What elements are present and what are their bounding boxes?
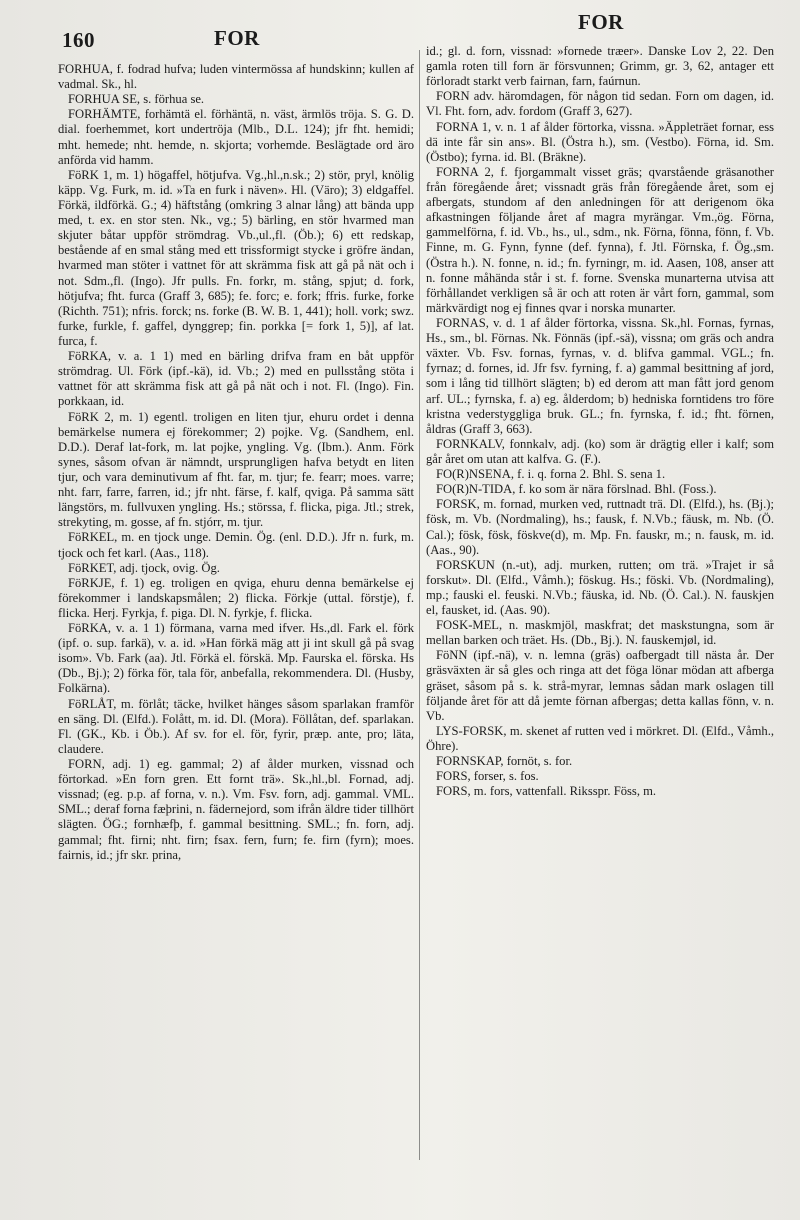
dictionary-entry: FO(R)N-TIDA, f. ko som är nära förslnad. Bhl. (Foss.). [436,482,717,497]
dictionary-entry: FöRKEL, m. en tjock unge. Demin. Ög. (enl. D.D.). Jfr n. furk, m. tjock och fet karl. (Aas., 118). [58,530,414,560]
dictionary-entry: FORHUA SE, s. förhua se. [68,92,205,107]
dictionary-entry: FORS, m. fors, vattenfall. Riksspr. Föss, m. [436,784,657,799]
dictionary-entry: FORNA 1, v. n. 1 af ålder förtorka, vissna. »Äppleträet fornar, ess dä inte får sin ans». Bl. (Östra h.), sm. (Vestbo). Förna, id. Sm. (Östbo); fyrna. id. Bl. (Bräkne). [426,119,774,164]
right-running-head: FOR [578,10,624,34]
dictionary-entry: FöRK 1, m. 1) högaffel, hötjufva. Vg.,hl.,n.sk.; 2) stör, pryl, knölig käpp. Vg. Furk, m. id. »Ta en furk i näven». Hl. (Väro); 3) eldgaffel. Förkä, ildförkä. G.; 4) häftstång (omkring 3 alnar lång) att bända upp med, t. ex. en stor sten. Nk., vg.; 5) bärling, en stör hvarmed man skjuter båtar uppför strömdrag. Vb.,ul.,fl. (Öb.); 6) ett redskap, bestående af en smal stång med ett trissformigt stycke i gröfre ändan, hvarmed man stöter i vattnet för att skrämma fisk att gå på nät och i not. Sdm.,fl. (Ingo). Jfr pulls. Fn. forkr, m. stång, spjut; d. fork, hötjufva; fht. furca (Graff 3, 685); fe. forc; e. fork; ffris. furke, forke (Richth. 751); nfris. forck; ns. forke (B. W. B. 1, 441); holl. vork; swz. furke, furkle, f. gaffel, dynggrep; fin. porkka [= fork 1, 5)], af lat. furca, f. [58,167,414,348]
left-running-head: FOR [214,26,260,50]
dictionary-entry: FORHUA, f. fodrad hufva; luden vintermössa af hundskinn; kullen af vadmal. Sk., hl. [58,62,414,92]
dictionary-entry: FORNAS, v. d. 1 af ålder förtorka, vissna. Sk.,hl. Fornas, fyrnas, Hs., sm., bl. Förnas. Nk. Fönnäs (ipf.-sä), vissna; om gräs och andra växter. Vb. Fsv. fornas, fyrnas, v. d. blifva gammal. VGL.; fn. fyrnaz; d. fornes, id. Jfr fsv. fyrning, f. a) gammal besittning af jord, som i lång tid tillhört slägten; b) ed derom att man fått jord genom arf. UL.; fyrnska, f. a) eg. ålderdom; b) hedniska forntidens tro före kristna vederstyggliga bruk. GL.; fn. fyrnska, f. id.; fht. förnen, åldras (Graff 3, 663). [426,315,774,436]
dictionary-entry: FöRKJE, f. 1) eg. troligen en qviga, ehuru denna bemärkelse ej förekommer i landskapsmålen; 2) flicka. Förkje (uttal. förstje), f. flicka. Herj. Fyrkja, f. piga. Dl. N. fyrkje, f. flicka. [58,575,414,620]
dictionary-entry: FöRLÅT, m. förlåt; täcke, hvilket hänges såsom sparlakan framför en säng. Dl. (Elfd.). Folått, m. id. Dl. (Mora). Föllåtan, def. sparlakan. Fl. (GK., Kb. i Öb.). Af sv. for el. för, fyrir, præp. ante, pro; läta, claudere. [58,696,414,756]
dictionary-entry: FöRK 2, m. 1) egentl. troligen en liten tjur, ehuru ordet i denna bemärkelse numera ej förekommer; 2) pojke. Vg. (Sandhem, enl. D.D.). Deraf lat-fork, m. lat pojke, yngling. Vg. (Ibm.). Anm. Förk synes, såsom ofvan är nämndt, ursprungligen hafva betydt en liten tjur, och vara deminutivum af fht. far, m. tjur; fe. fearr; moes. varre; nht. farr, farre, farren, id.; jfr nht. färse, f. kalf, qviga. På samma sätt längstörs, m. fullvuxen yngling. Hs.; störssa, f. flicka, piga. Jtl.; strek, strekyting, m. gosse, af fn. stjórr, m. tjur. [58,409,414,530]
dictionary-entry: FöNN (ipf.-nä), v. n. lemna (gräs) oafbergadt till nästa år. Der gräsväxten är så gles och ringa att det föga lönar mödan att afberga gräset, såsom på s. k. strå-myrar, lemnas sådan mark oslagen till följande året för att då jemte förnan afbergas; detta kallas fönn, v. n. Vb. [426,648,774,723]
page-number: 160 [62,28,95,52]
dictionary-entry: FORN, adj. 1) eg. gammal; 2) af ålder murken, vissnad och förtorkad. »En forn gren. Ett fornt trä». Sk.,hl.,bl. Fornad, adj. vissnad; (eg. p.p. af forna, v. n.). Vm. Fsv. forn, adj. gammal. VML. SML.; deraf forna fæþrini, n. fädernejord, som ifrån äldre tider tillhört slägten. ÖG.; fornhæfþ, f. gammal besittning. SML.; fn. forn, adj. gammal; fht. firni; nht. firn; fsax. fern, furn; fe. firn (fyrn); moes. fairnis, id.; jfr skr. prina, [58,757,414,862]
column-divider [419,50,420,1160]
dictionary-entry: FORNA 2, f. fjorgammalt visset gräs; qvarstående gräsanother från föregående året; vissnadt gräs från föregående året, som ej afbergats, stundom af den anledningen för att derigenom öka afkastningen följande året af magra myrängar. Vm.,ög. Förna, gammelförna, f. id. Vb., hs., ul., sdm., nk. Förna, fönna, fönn, f. Vb. Finne, m. G. Fynn, fynne (def. fynna), f. Jtl. Förnska, f. Ög.,sm. (Östra h.). N. fonne, n. id.; fn. fyrningr, m. id. Aasen, 108, anser att n. fonne måhända står i st. f. forne. Svenska munarterna utvisa att förhållandet verkligen så är och att roten är vårt forn, gammal, som märkvärdigt nog ej finnes qvar i norska munarter. [426,164,774,315]
dictionary-entry: FORS, forser, s. fos. [436,769,539,784]
dictionary-entry: FORN adv. häromdagen, för någon tid sedan. Forn om dagen, id. Vl. Fht. forn, adv. fordom (Graff 3, 627). [426,89,774,119]
dictionary-entry: FOSK-MEL, n. maskmjöl, maskfrat; det maskstungna, som är mellan barken och träet. Hs. (Db., Bj.). N. fauskemjøl, id. [426,618,774,648]
dictionary-entry: id.; gl. d. forn, vissnad: »fornede træer». Danske Lov 2, 22. Den gamla roten till forn är försvunnen; Grimm, gr. 3, 62, antager ett förloradt starkt verb fairnan, farn, faúrnun. [426,44,774,89]
dictionary-entry: FöRKA, v. a. 1 1) förmana, varna med ifver. Hs.,dl. Fark el. förk (ipf. o. sup. farkä), v. a. id. »Han förkä mäg att ji int skull gå på svag isom». Vb. Fark (aa). Jtl. Förkä el. förskä. Mp. Faurska el. förska. Hs (Db., Bj.); 2) förka för, tala för, anbefalla, rekommendera. Dl. (Husby, Folkärna). [58,621,414,696]
left-column [58,62,414,863]
dictionary-entry: FöRKA, v. a. 1 1) med en bärling drifva fram en båt uppför strömdrag. Ul. Förk (ipf.-kä), id. Vb.; 2) med en pullsstång stöta i vattnet för att skrämma fisk att gå på nät och i not. Fl. (Ingo). Fin. porkkaan, id. [58,349,414,409]
dictionary-entry: FORSKUN (n.-ut), adj. murken, rutten; om trä. »Trajet ir så forskut». Dl. (Elfd., Våmh.); föskug. Hs.; föski. Vb. (Nordmaling), mp.; fauski el. feuski. N.Vb.; fäuska, id. Nb. (Ö. Cal.). N. fauskjen el, fausket, id. (Aas. 90). [426,557,774,618]
right-column [426,44,774,799]
dictionary-entry: FöRKET, adj. tjock, ovig. Ög. [68,560,220,575]
dictionary-entry: FORNSKAP, fornöt, s. for. [436,754,573,769]
dictionary-entry: FO(R)NSENA, f. i. q. forna 2. Bhl. S. sena 1. [436,467,666,482]
dictionary-entry: FORHÄMTE, forhämtä el. förhäntä, n. väst, ärmlös tröja. S. G. D. dial. foerhemmet, kort undertröja (Mlb., D.L. 124); jfr fht. hemidi; mht. hemede; nht. hemde, n. skjorta; vorhemde. Beslägtade ord äro anförda vid hamm. [58,107,414,167]
dictionary-entry: FORSK, m. fornad, murken ved, ruttnadt trä. Dl. (Elfd.), hs. (Bj.); fösk, m. Vb. (Nordmaling), hs.; fausk, f. N.Vb.; fäusk, m. Nb. (Ö. Cal.); fösk, fösk, föskve(d), m. Mp. Fn. fauskr, m.; n. fausk, m. id. (Aas., 90). [426,497,774,557]
dictionary-entry: FORNKALV, fonnkalv, adj. (ko) som är drägtig eller i kalf; som går året om utan att kalfva. G. (F.). [426,436,774,466]
dictionary-entry: LYS-FORSK, m. skenet af rutten ved i mörkret. Dl. (Elfd., Våmh., Öhre). [426,723,774,754]
